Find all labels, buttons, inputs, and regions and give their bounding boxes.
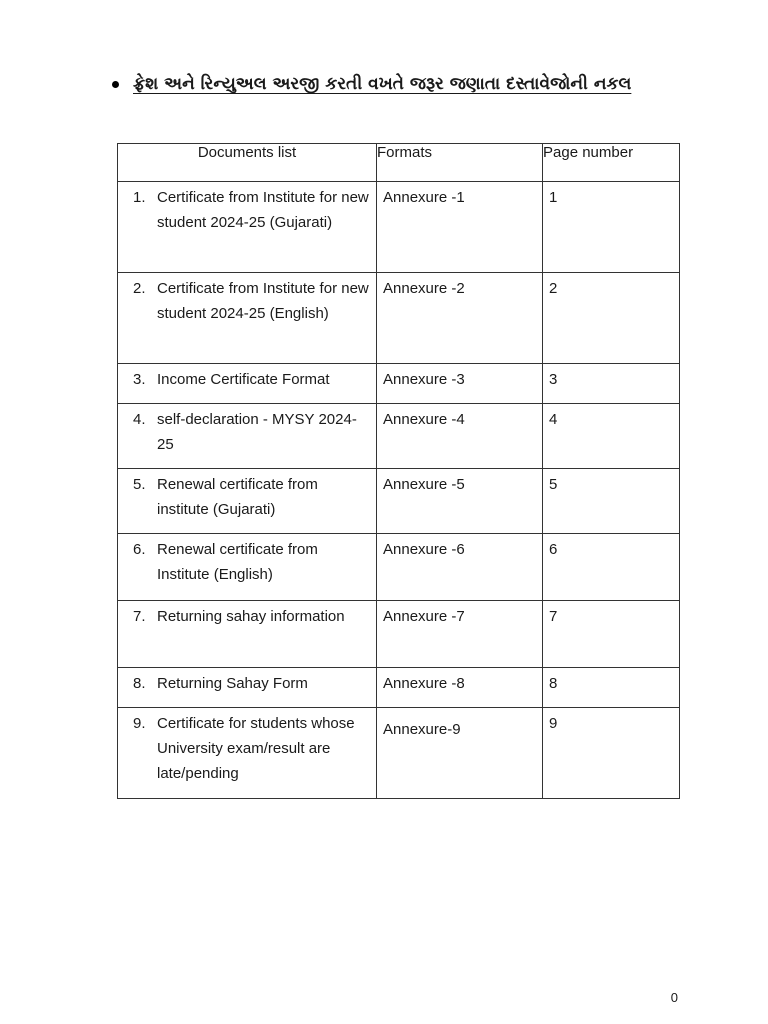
document-name: Certificate for students whose University exam/result are late/pending [157, 715, 355, 782]
row-number: 3. [133, 371, 146, 388]
document-name: Renewal certificate from institute (Gujarati) [157, 476, 318, 518]
page-cell [543, 182, 680, 273]
format-label: Annexure -3 [383, 371, 465, 388]
heading-text: ફ્રેશ અને રિન્યુઅલ અરજી કરતી વખતે જરૂર જણાતા દસ્તાવેજોની નકલ [133, 74, 632, 94]
format-cell [377, 469, 543, 534]
document-cell [118, 534, 377, 601]
header-documents-list: Documents list [118, 144, 377, 182]
document-cell [118, 273, 377, 364]
header-formats: Formats [377, 144, 543, 182]
page-value: 6 [549, 541, 558, 558]
format-label: Annexure -4 [383, 411, 465, 428]
row-number: 1. [133, 189, 146, 206]
format-cell [377, 708, 543, 799]
page-cell [543, 364, 680, 404]
page-number-footer: 0 [670, 990, 678, 1005]
page-value: 5 [549, 476, 558, 493]
bullet-icon [112, 81, 119, 88]
format-cell [377, 182, 543, 273]
format-label: Annexure -5 [383, 476, 465, 493]
format-label: Annexure -7 [383, 608, 465, 625]
format-cell [377, 364, 543, 404]
row-number: 5. [133, 476, 146, 493]
document-cell [118, 404, 377, 469]
format-cell [377, 273, 543, 364]
document-name: Certificate from Institute for new student 2024-25 (Gujarati) [157, 189, 369, 231]
document-cell [118, 668, 377, 708]
page-cell [543, 273, 680, 364]
document-name: self-declaration - MYSY 2024-25 [157, 411, 357, 453]
table-row [118, 534, 680, 601]
row-number: 7. [133, 608, 146, 625]
page-cell [543, 404, 680, 469]
document-name: Returning Sahay Form [157, 675, 308, 692]
page-value: 9 [549, 715, 558, 732]
document-name: Certificate from Institute for new student 2024-25 (English) [157, 280, 369, 322]
row-number: 9. [133, 715, 146, 732]
format-label: Annexure-9 [383, 721, 461, 738]
documents-table [117, 143, 680, 799]
page-value: 2 [549, 280, 558, 297]
page-cell [543, 708, 680, 799]
format-cell [377, 534, 543, 601]
row-number: 2. [133, 280, 146, 297]
page-value: 8 [549, 675, 558, 692]
table-row [118, 601, 680, 668]
table-header-row [118, 144, 680, 182]
page-cell [543, 668, 680, 708]
section-heading [112, 74, 631, 94]
row-number: 8. [133, 675, 146, 692]
table-row [118, 182, 680, 273]
format-label: Annexure -8 [383, 675, 465, 692]
row-number: 4. [133, 411, 146, 428]
table-row [118, 469, 680, 534]
format-cell [377, 601, 543, 668]
page-value: 3 [549, 371, 558, 388]
table-row [118, 708, 680, 799]
format-cell [377, 668, 543, 708]
document-cell [118, 469, 377, 534]
document-cell [118, 364, 377, 404]
document-cell [118, 708, 377, 799]
document-name: Returning sahay information [157, 608, 345, 625]
document-cell [118, 601, 377, 668]
page-value: 4 [549, 411, 558, 428]
format-label: Annexure -1 [383, 189, 465, 206]
page-cell [543, 534, 680, 601]
document-cell [118, 182, 377, 273]
document-name: Income Certificate Format [157, 371, 330, 388]
page-value: 7 [549, 608, 558, 625]
page-value: 1 [549, 189, 558, 206]
page-cell [543, 601, 680, 668]
table-row [118, 273, 680, 364]
header-page-number: Page number [543, 144, 680, 182]
table-row [118, 364, 680, 404]
row-number: 6. [133, 541, 146, 558]
document-name: Renewal certificate from Institute (English) [157, 541, 318, 583]
format-label: Annexure -6 [383, 541, 465, 558]
format-cell [377, 404, 543, 469]
table-row [118, 404, 680, 469]
format-label: Annexure -2 [383, 280, 465, 297]
table-row [118, 668, 680, 708]
page-cell [543, 469, 680, 534]
